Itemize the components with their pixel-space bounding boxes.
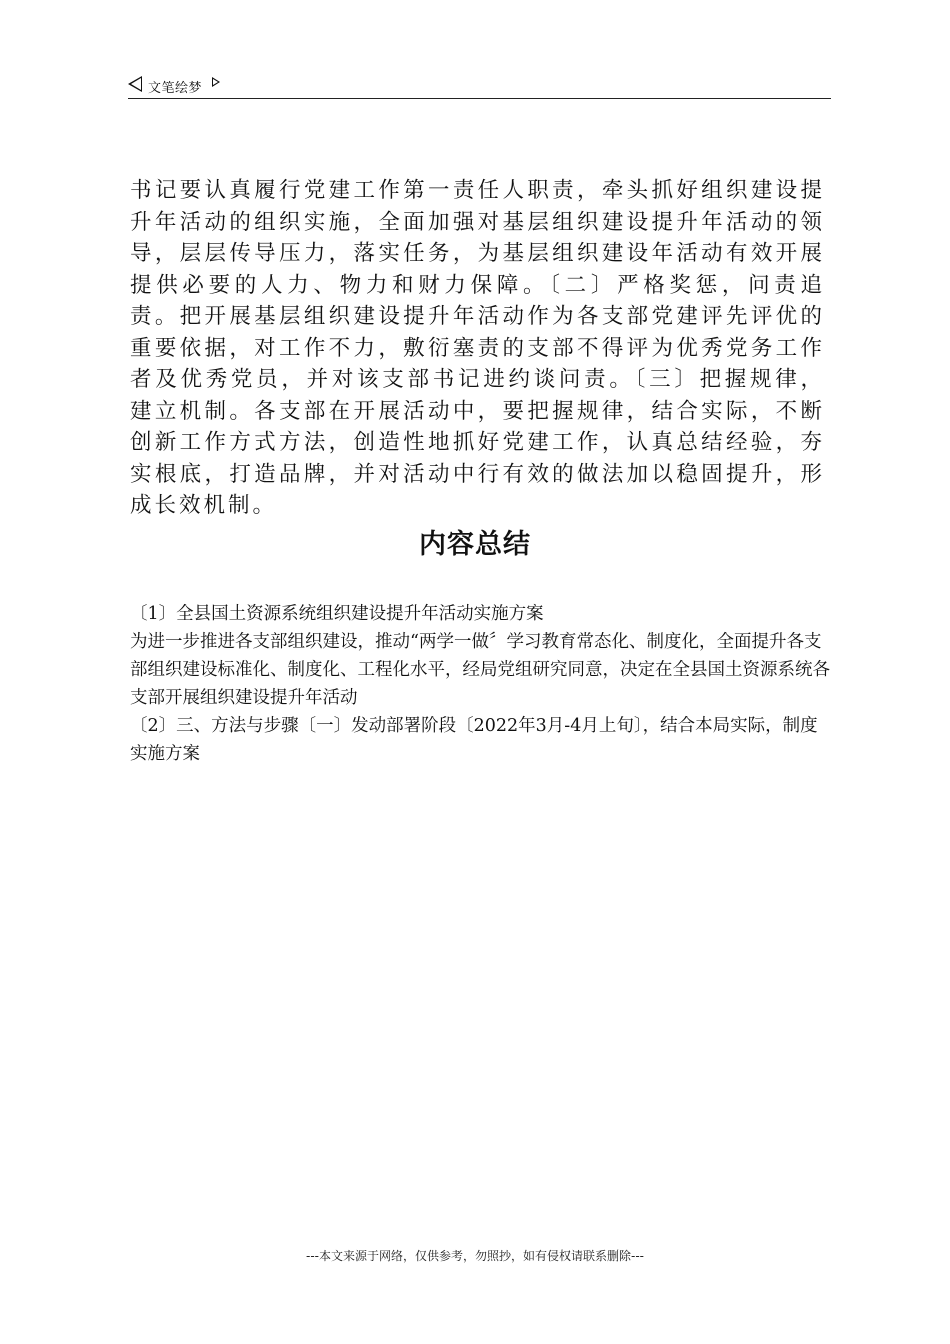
summary-item-3: 〔2〕三、方法与步骤〔一〕发动部署阶段〔2022年3月-4月上旬〕，结合本局实际，制度实施方案	[130, 716, 818, 764]
summary-item-1: 〔1〕全县国土资源系统组织建设提升年活动实施方案	[130, 604, 544, 624]
summary-title: 内容总结	[419, 529, 531, 560]
triangle-left-icon	[128, 76, 142, 92]
footer-disclaimer: ---本文来源于网络，仅供参考，勿照抄，如有侵权请联系删除---	[306, 1249, 644, 1263]
summary-item-2: 为进一步推进各支部组织建设，推动“两学一做〞学习教育常态化、制度化，全面提升各支部组织建设标准化、制度化、工程化水平，经局党组研究同意，决定在全县国土资源系统各支部开展组织建设提升年活动	[130, 632, 830, 708]
body-paragraph: 书记要认真履行党建工作第一责任人职责，牵头抓好组织建设提升年活动的组织实施，全面加强对基层组织建设提升年活动的领导，层层传导压力，落实任务，为基层组织建设年活动有效开展提供必要的人力、物力和财力保障。〔二〕严格奖惩，问责追责。把开展基层组织建设提升年活动作为各支部党建评先评优的重要依据，对工作不力，敷衍塞责的支部不得评为优秀党务工作者及优秀党员，并对该支部书记进约谈问责。〔三〕把握规律，建立机制。各支部在开展活动中，要把握规律，结合实际，不断创新工作方式方法，创造性地抓好党建工作，认真总结经验，夯实根底，打造品牌，并对活动中行有效的做法加以稳固提升，形成长效机制。	[130, 178, 825, 518]
page-header	[128, 74, 831, 99]
summary-section	[130, 600, 835, 768]
triangle-right-icon	[212, 77, 220, 87]
header-title: 文笔绘梦	[148, 81, 203, 96]
